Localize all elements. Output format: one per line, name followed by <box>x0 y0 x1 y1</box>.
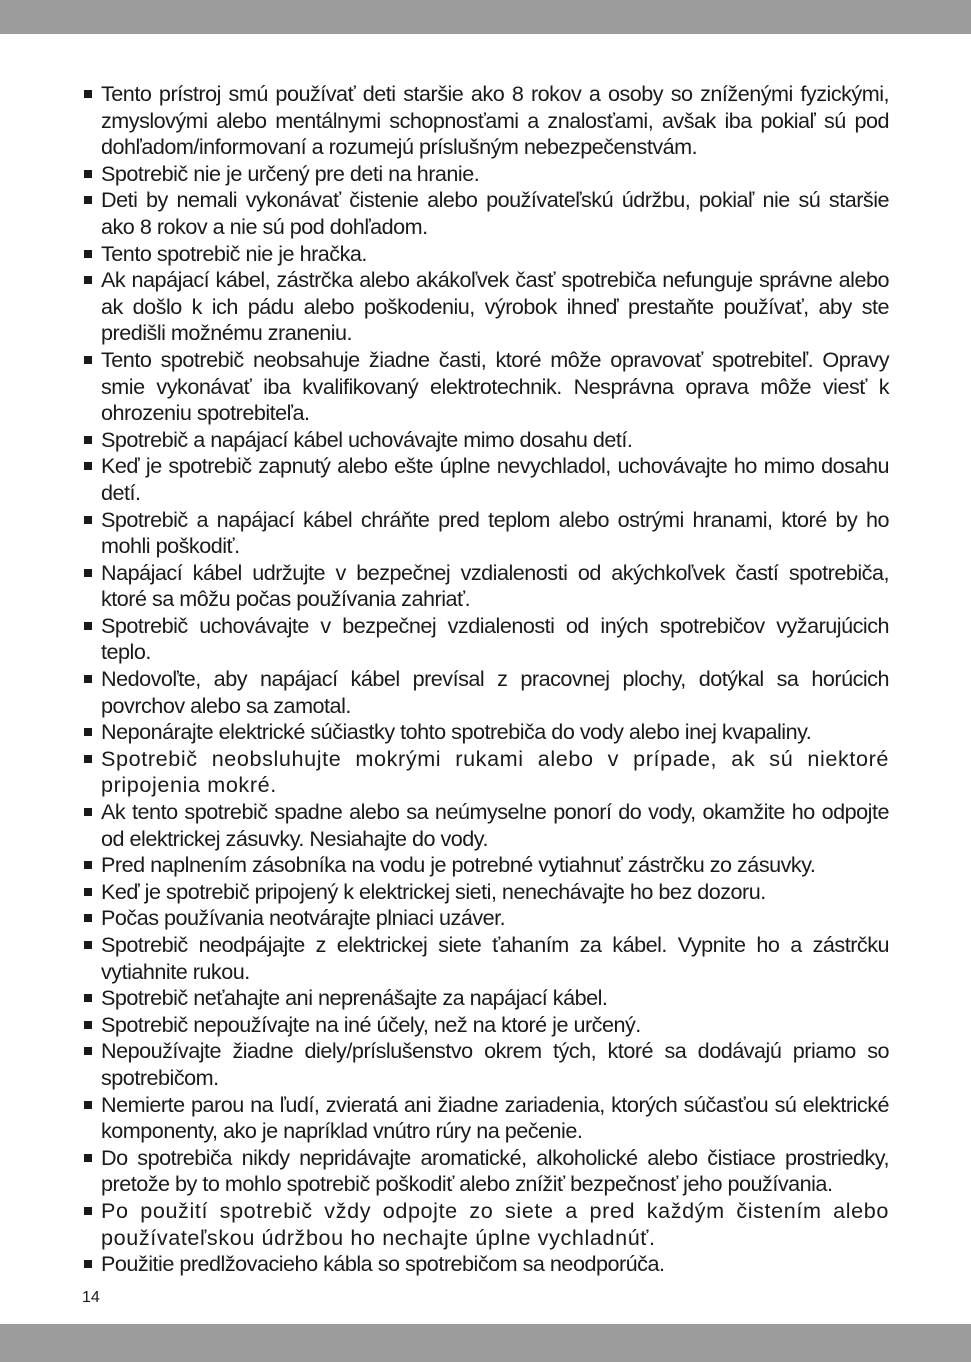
list-item-text: Do spotrebiča nikdy nepridávajte aromatické, alkoholické alebo čistiace prostriedky, pretože by to mohlo spotrebič poškodiť alebo znížiť bezpečnosť jeho používania. <box>101 1144 889 1197</box>
list-item-text: Keď je spotrebič pripojený k elektrickej sieti, nenechávajte ho bez dozoru. <box>101 878 766 904</box>
square-bullet-icon <box>84 250 92 258</box>
list-item <box>0 267 889 347</box>
list-item-text: Tento spotrebič nie je hračka. <box>101 240 367 266</box>
square-bullet-icon <box>84 728 92 736</box>
square-bullet-icon <box>84 356 92 364</box>
square-bullet-icon <box>84 436 92 444</box>
square-bullet-icon <box>84 914 92 922</box>
square-bullet-icon <box>84 861 92 869</box>
square-bullet-icon <box>84 941 92 949</box>
square-bullet-icon <box>84 808 92 816</box>
list-item-text: Po použití spotrebič vždy odpojte zo siete a pred každým čistením alebo používateľskou údržbou ho nechajte úplne vychladnúť. <box>101 1197 889 1250</box>
safety-instructions-list <box>0 81 971 1278</box>
list-item-text: Neponárajte elektrické súčiastky tohto spotrebiča do vody alebo inej kvapaliny. <box>101 719 812 745</box>
list-item-text: Napájací kábel udržujte v bezpečnej vzdialenosti od akýchkoľvek častí spotrebiča, ktoré sa môžu počas používania zahriať. <box>101 559 889 612</box>
list-item-text: Spotrebič a napájací kábel uchovávajte mimo dosahu detí. <box>101 426 633 452</box>
list-item <box>0 161 889 188</box>
header-band <box>0 0 971 34</box>
list-item-text: Počas používania neotvárajte plniaci uzáver. <box>101 905 506 931</box>
list-item <box>0 905 889 932</box>
list-item-text: Spotrebič neodpájajte z elektrickej siete ťahaním za kábel. Vypnite ho a zástrčku vytiahnite rukou. <box>101 932 889 984</box>
square-bullet-icon <box>84 888 92 896</box>
square-bullet-icon <box>84 196 92 204</box>
list-item-text: Ak napájací kábel, zástrčka alebo akákoľvek časť spotrebiča nefunguje správne alebo ak došlo k ich pádu alebo poškodeniu, výrobok ihneď prestaňte používať, aby ste predišli možnému zraneniu. <box>101 267 889 346</box>
list-item-text: Nemierte parou na ľudí, zvieratá ani žiadne zariadenia, ktorých súčasťou sú elektrické komponenty, ako je napríklad vnútro rúry na pečenie. <box>101 1091 889 1144</box>
list-item-text: Keď je spotrebič zapnutý alebo ešte úplne nevychladol, uchovávajte ho mimo dosahu detí. <box>101 453 889 505</box>
list-item <box>0 613 889 666</box>
square-bullet-icon <box>84 1154 92 1162</box>
square-bullet-icon <box>84 170 92 178</box>
list-item <box>0 879 889 906</box>
list-item-text: Použitie predlžovacieho kábla so spotrebičom sa neodporúča. <box>101 1251 665 1277</box>
list-item <box>0 719 889 746</box>
list-item-text: Pred naplnením zásobníka na vodu je potrebné vytiahnuť zástrčku zo zásuvky. <box>101 852 816 878</box>
list-item <box>0 746 889 799</box>
square-bullet-icon <box>84 1207 92 1215</box>
list-item <box>0 453 889 506</box>
footer-band <box>0 1324 971 1362</box>
list-item <box>0 560 889 613</box>
list-item <box>0 1038 889 1091</box>
list-item-text: Spotrebič nie je určený pre deti na hranie. <box>101 160 480 186</box>
square-bullet-icon <box>84 755 92 763</box>
list-item-text: Nepoužívajte žiadne diely/príslušenstvo okrem tých, ktoré sa dodávajú priamo so spotrebičom. <box>101 1038 889 1090</box>
list-item <box>0 1145 889 1198</box>
square-bullet-icon <box>84 1021 92 1029</box>
list-item-text: Ak tento spotrebič spadne alebo sa neúmyselne ponorí do vody, okamžite ho odpojte od elektrickej zásuvky. Nesiahajte do vody. <box>101 799 889 851</box>
square-bullet-icon <box>84 462 92 470</box>
square-bullet-icon <box>84 1047 92 1055</box>
list-item <box>0 1012 889 1039</box>
list-item-text: Spotrebič neobsluhujte mokrými rukami alebo v prípade, ak sú niektoré pripojenia mokré. <box>101 745 889 798</box>
square-bullet-icon <box>84 675 92 683</box>
list-item-text: Spotrebič nepoužívajte na iné účely, než na ktoré je určený. <box>101 1011 641 1037</box>
square-bullet-icon <box>84 622 92 630</box>
list-item <box>0 81 889 161</box>
square-bullet-icon <box>84 569 92 577</box>
list-item-text: Tento prístroj smú používať deti staršie ako 8 rokov a osoby so zníženými fyzickými, zmyslovými alebo mentálnymi schopnosťami a znalosťami, avšak iba pokiaľ sú pod dohľadom/informovaní a rozumejú príslušným nebezpečenstvám. <box>101 81 889 160</box>
square-bullet-icon <box>84 276 92 284</box>
square-bullet-icon <box>84 90 92 98</box>
list-item-text: Nedovoľte, aby napájací kábel prevísal z pracovnej plochy, dotýkal sa horúcich povrchov alebo sa zamotal. <box>101 666 889 718</box>
list-item <box>0 1251 889 1278</box>
list-item <box>0 985 889 1012</box>
list-item <box>0 507 889 560</box>
list-item <box>0 1198 889 1251</box>
list-item-text: Spotrebič neťahajte ani neprenášajte za napájací kábel. <box>101 985 608 1011</box>
list-item-text: Tento spotrebič neobsahuje žiadne časti, ktoré môže opravovať spotrebiteľ. Opravy smie vykonávať iba kvalifikovaný elektrotechnik. Nesprávna oprava môže viesť k ohrozeniu spotrebiteľa. <box>101 346 889 426</box>
list-item-text: Spotrebič uchovávajte v bezpečnej vzdialenosti od iných spotrebičov vyžarujúcich teplo. <box>101 612 889 665</box>
list-item <box>0 347 889 427</box>
list-item <box>0 427 889 454</box>
page-number: 14 <box>82 1289 100 1306</box>
list-item <box>0 799 889 852</box>
list-item <box>0 932 889 985</box>
list-item <box>0 852 889 879</box>
list-item <box>0 666 889 719</box>
list-item <box>0 1092 889 1145</box>
list-item-text: Deti by nemali vykonávať čistenie alebo používateľskú údržbu, pokiaľ nie sú staršie ako 8 rokov a nie sú pod dohľadom. <box>101 187 889 239</box>
list-item <box>0 241 889 268</box>
square-bullet-icon <box>84 516 92 524</box>
list-item-text: Spotrebič a napájací kábel chráňte pred teplom alebo ostrými hranami, ktoré by ho mohli poškodiť. <box>101 506 889 559</box>
list-item <box>0 187 889 240</box>
square-bullet-icon <box>84 1101 92 1109</box>
square-bullet-icon <box>84 1260 92 1268</box>
square-bullet-icon <box>84 994 92 1002</box>
